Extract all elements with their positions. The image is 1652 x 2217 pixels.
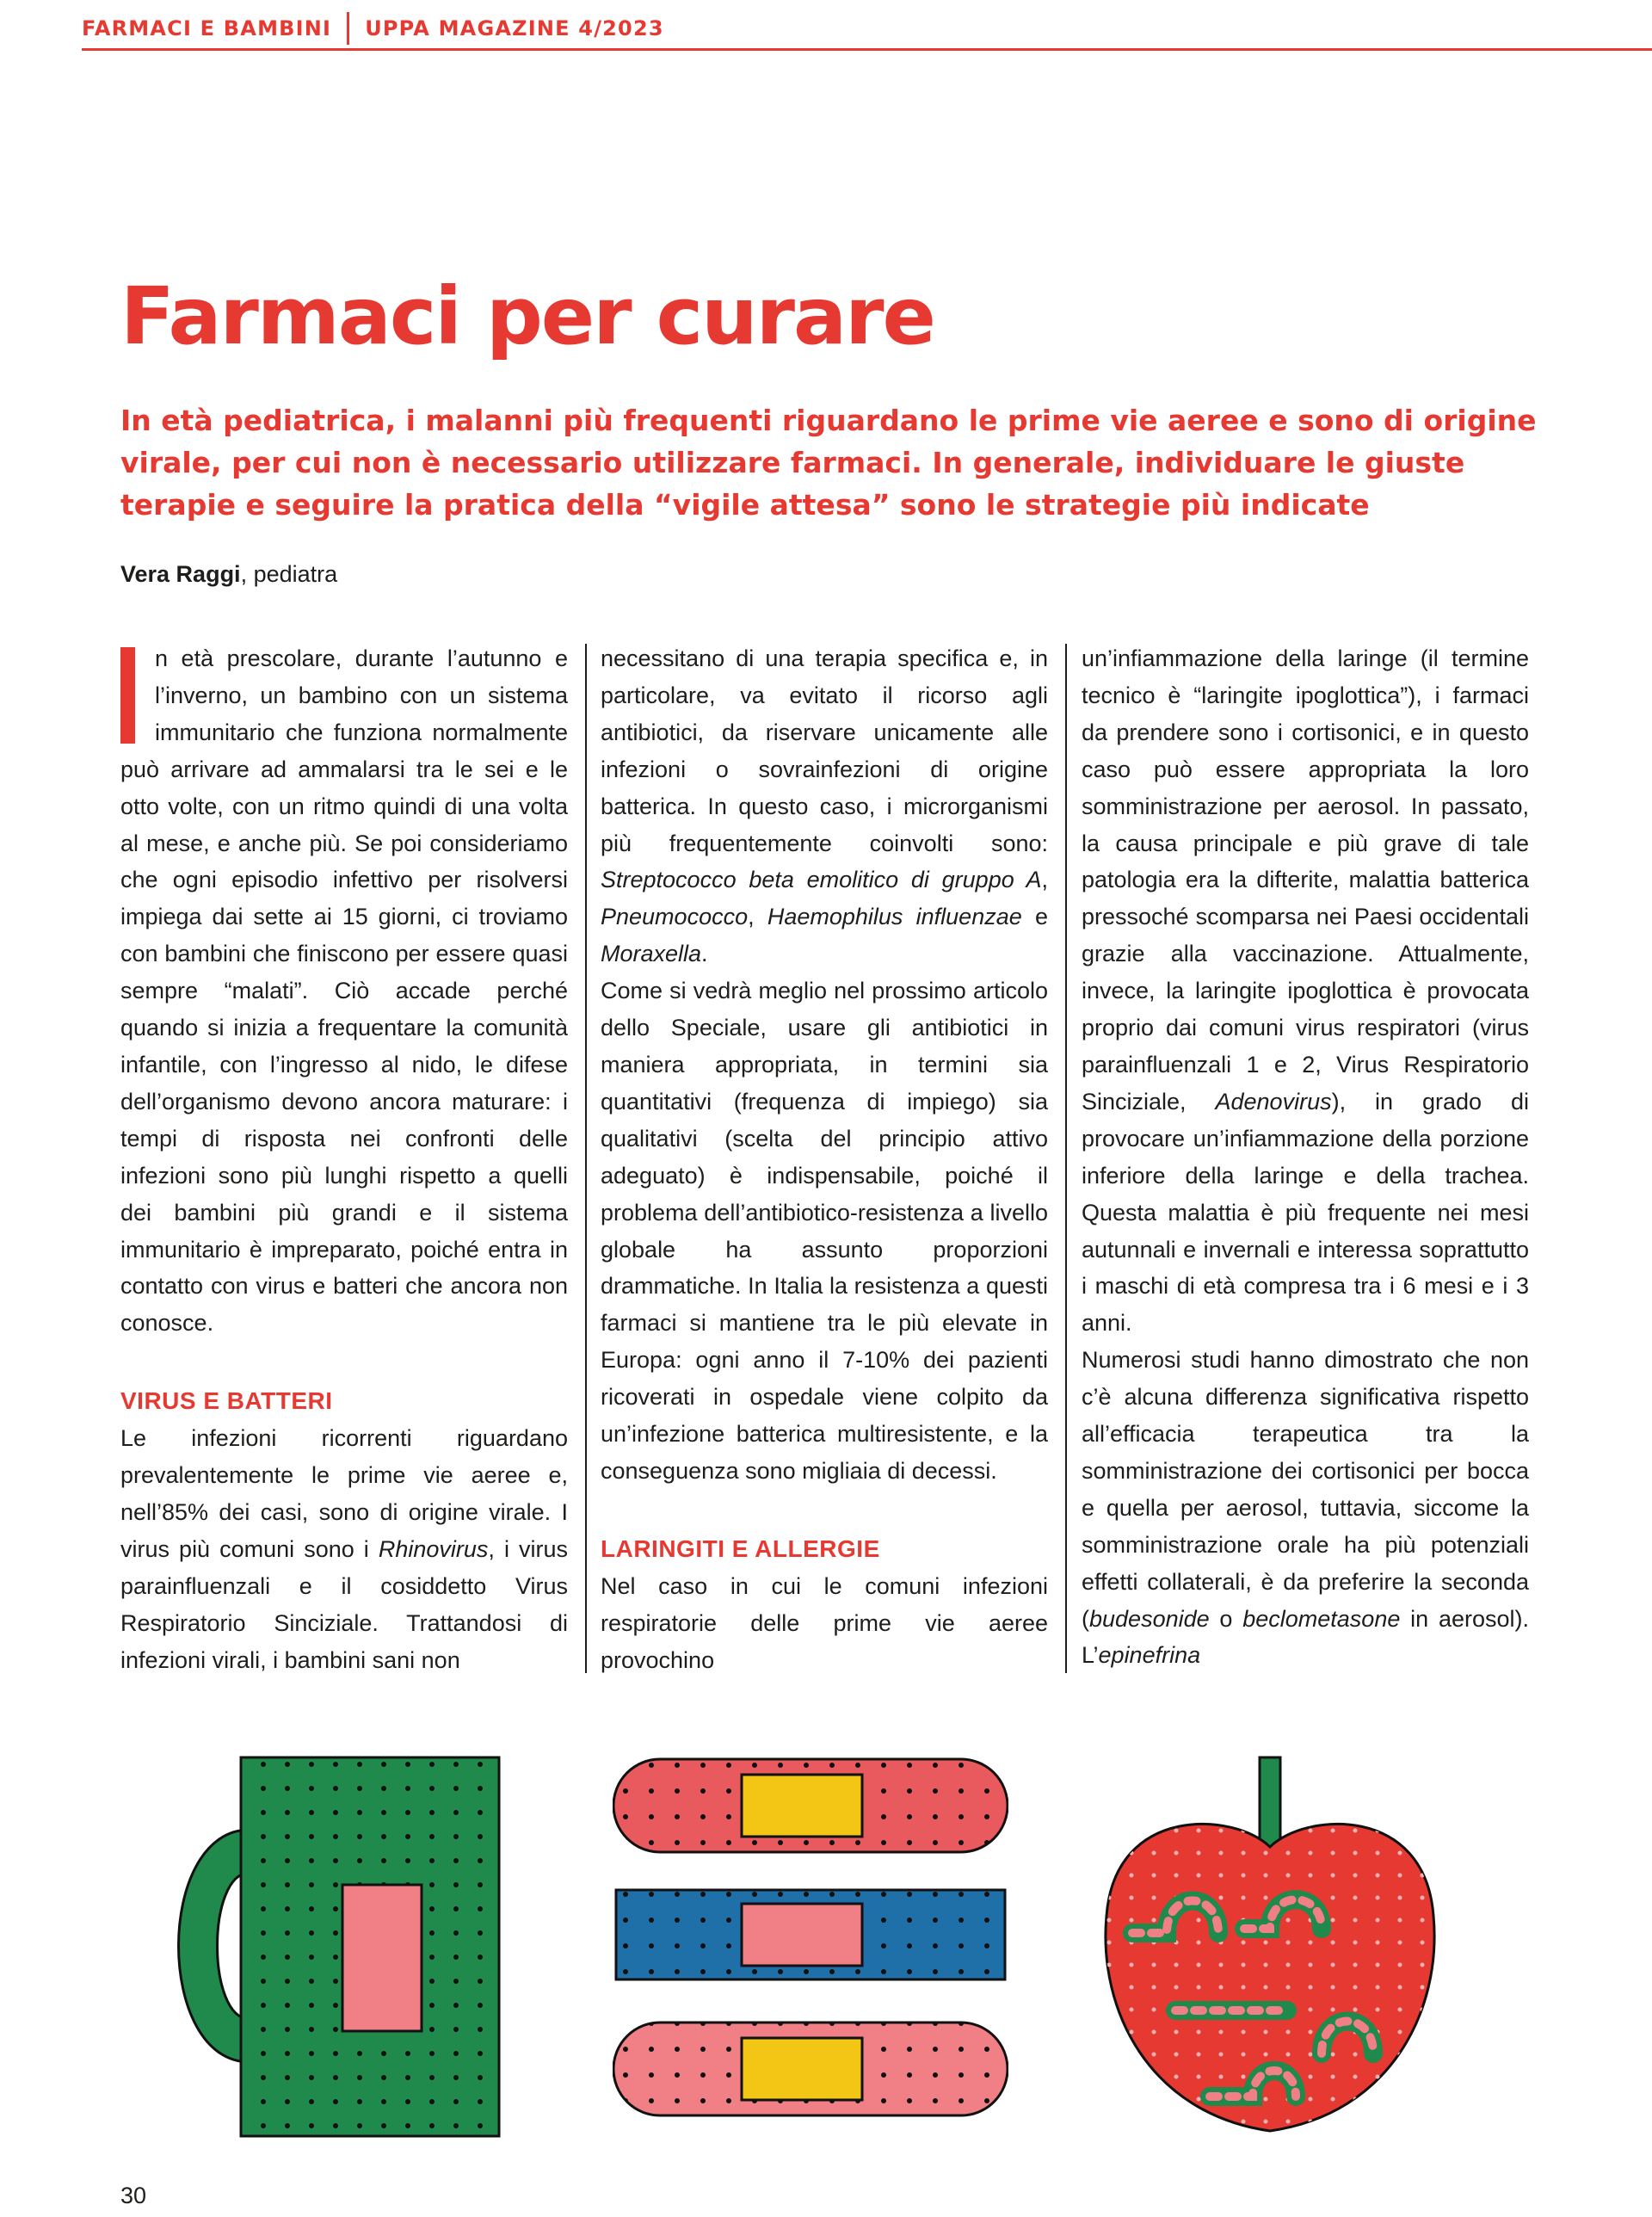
paragraph bbox=[120, 640, 568, 1342]
italic-term: beclometasone bbox=[1242, 1605, 1401, 1632]
drop-cap bbox=[120, 647, 135, 744]
paragraph bbox=[601, 640, 1048, 973]
paragraph-text: Numerosi studi hanno dimostrato che non c’è alcuna differenza significativa rispetto all’efficacia terapeutica tra la somministrazione dei cortisonici per bocca e quella per aerosol, tuttavia, siccome la somministrazione orale ha più potenziali effetti collaterali, è da preferire la seconda ( bbox=[1082, 1347, 1529, 1632]
mug-handle bbox=[179, 1830, 250, 2062]
paragraph-text: n età prescolare, durante l’autunno e l’inverno, un bambino con un sistema immunitario che funziona normalmente può arrivare ad ammalarsi tra le sei e le otto volte, con un ritmo quindi di una volta al mese, e anche più. Se poi consideriamo che ogni episodio infettivo per risolversi impiega dai sette ai 15 giorni, ci troviamo con bambini che finiscono per essere quasi sempre “malati”. Ciò accade perché quando si inizia a frequentare la comunità infantile, con l’ingresso al nido, le difese dell’organismo devono ancora maturare: i tempi di risposta nei confronti delle infezioni sono più lunghi rispetto a quelli dei bambini più grandi e il sistema immunitario è impreparato, poiché entra in contatto con virus e batteri che ancora non conosce. bbox=[120, 645, 568, 1337]
bandage-middle bbox=[616, 1890, 1005, 1979]
paragraph: Come si vedrà meglio nel prossimo articolo dello Speciale, usare gli antibiotici in maniera appropriata, in termini sia quantitativi (frequenza di impiego) sia qualitativi (scelta del principio attivo adeguato) è indispensabile, poiché il problema dell’antibiotico-resistenza a livello globale ha assunto proporzioni drammatiche. In Italia la resistenza a questi farmaci si mantiene tra le più elevate in Europa: ogni anno il 7-10% dei pazienti ricoverati in ospedale viene colpito da un’infezione batterica multiresistente, e la conseguenza sono migliaia di decessi. bbox=[601, 978, 1048, 1484]
section-heading: LARINGITI E ALLERGIE bbox=[601, 1535, 880, 1562]
header-issue: UPPA MAGAZINE 4/2023 bbox=[365, 16, 664, 40]
header-separator bbox=[347, 12, 349, 45]
paragraph-text: Le infezioni ricorrenti riguardano prevalentemente le prime vie aeree e, nell’85% dei casi, sono di origine virale. I virus più comuni sono i bbox=[120, 1425, 568, 1562]
mug-illustration bbox=[155, 1752, 516, 2140]
apple-stem bbox=[1260, 1757, 1280, 1852]
bandage-bottom bbox=[613, 2022, 1008, 2115]
italic-term: Haemophilus influenzae bbox=[767, 904, 1022, 930]
paragraph-text: , bbox=[748, 904, 767, 930]
page-number: 30 bbox=[120, 2183, 147, 2208]
italic-term: Pneumococco bbox=[601, 904, 749, 930]
italic-term: Streptococco beta emolitico di gruppo A bbox=[601, 867, 1042, 893]
paragraph-text: , i virus parainfluenzali e il cosiddetto Virus Respiratorio Sinciziale. Trattandosi di infezioni virali, i bambini sani non bbox=[120, 1535, 568, 1673]
text-column-2 bbox=[601, 640, 1048, 1678]
paragraph-text: in aerosol). L’ bbox=[1082, 1605, 1529, 1669]
paragraph-text: e bbox=[1021, 904, 1048, 930]
paragraph bbox=[120, 1420, 568, 1678]
text-column-3 bbox=[1082, 640, 1529, 1674]
article-subtitle: In età pediatrica, i malanni più frequenti riguardano le prime vie aeree e sono di origine virale, per cui non è necessario utilizzare farmaci. In generale, individuare le giuste terapie e seguire la pratica della “vigile attesa” sono le strategie più indicate bbox=[120, 404, 1537, 522]
italic-term: budesonide bbox=[1089, 1605, 1210, 1632]
mug-label bbox=[342, 1885, 422, 2031]
apple-illustration bbox=[1098, 1752, 1442, 2140]
column-rule bbox=[585, 644, 587, 1673]
italic-term: Adenovirus bbox=[1215, 1088, 1332, 1115]
bandages-illustration bbox=[613, 1752, 1008, 2131]
italic-term: epinefrina bbox=[1098, 1642, 1201, 1669]
header-section: FARMACI E BAMBINI bbox=[82, 16, 332, 40]
italic-term: Rhinovirus bbox=[378, 1535, 489, 1562]
running-header bbox=[82, 10, 664, 46]
section-heading: VIRUS E BATTERI bbox=[120, 1387, 333, 1415]
author-name: Vera Raggi bbox=[120, 561, 241, 587]
italic-term: Moraxella bbox=[601, 941, 702, 967]
header-rule bbox=[82, 48, 1652, 51]
paragraph: Nel caso in cui le comuni infezioni respiratorie delle prime vie aeree provochino bbox=[601, 1572, 1048, 1673]
paragraph-text: o bbox=[1209, 1605, 1243, 1632]
author-role: , pediatra bbox=[240, 561, 338, 587]
paragraph-text: ), in grado di provocare un’infiammazione della porzione inferiore della laringe e della trachea. Questa malattia è più frequente nei mesi autunnali e invernali e interessa soprattutto i maschi di età compresa tra i 6 mesi e i 3 anni. bbox=[1082, 1088, 1529, 1337]
paragraph-text: necessitano di una terapia specifica e, in particolare, va evitato il ricorso agli antibiotici, da riservare unicamente alle infezioni o sovrainfezioni di origine batterica. In questo caso, i microrganismi più frequentemente coinvolti sono: bbox=[601, 645, 1048, 856]
paragraph-text: , bbox=[1041, 867, 1048, 893]
paragraph bbox=[1082, 1342, 1529, 1674]
byline bbox=[120, 561, 337, 588]
paragraph-text: . bbox=[701, 941, 708, 967]
column-rule bbox=[1065, 644, 1067, 1673]
text-column-1 bbox=[120, 640, 568, 1678]
paragraph-text: un’infiammazione della laringe (il termine tecnico è “laringite ipoglottica”), i farmaci da prendere sono i cortisonici, e in questo caso può essere appropriata la loro somministrazione per aerosol. In passato, la causa principale e più grave di tale patologia era la difterite, malattia batterica pressoché scomparsa nei Paesi occidentali grazie alla vaccinazione. Attualmente, invece, la laringite ipoglottica è provocata proprio dai comuni virus respiratori (virus parainfluenzali 1 e 2, Virus Respiratorio Sinciziale, bbox=[1082, 645, 1529, 1115]
paragraph bbox=[1082, 640, 1529, 1342]
bandage-top bbox=[613, 1759, 1008, 1852]
article-title: Farmaci per curare bbox=[120, 270, 934, 362]
